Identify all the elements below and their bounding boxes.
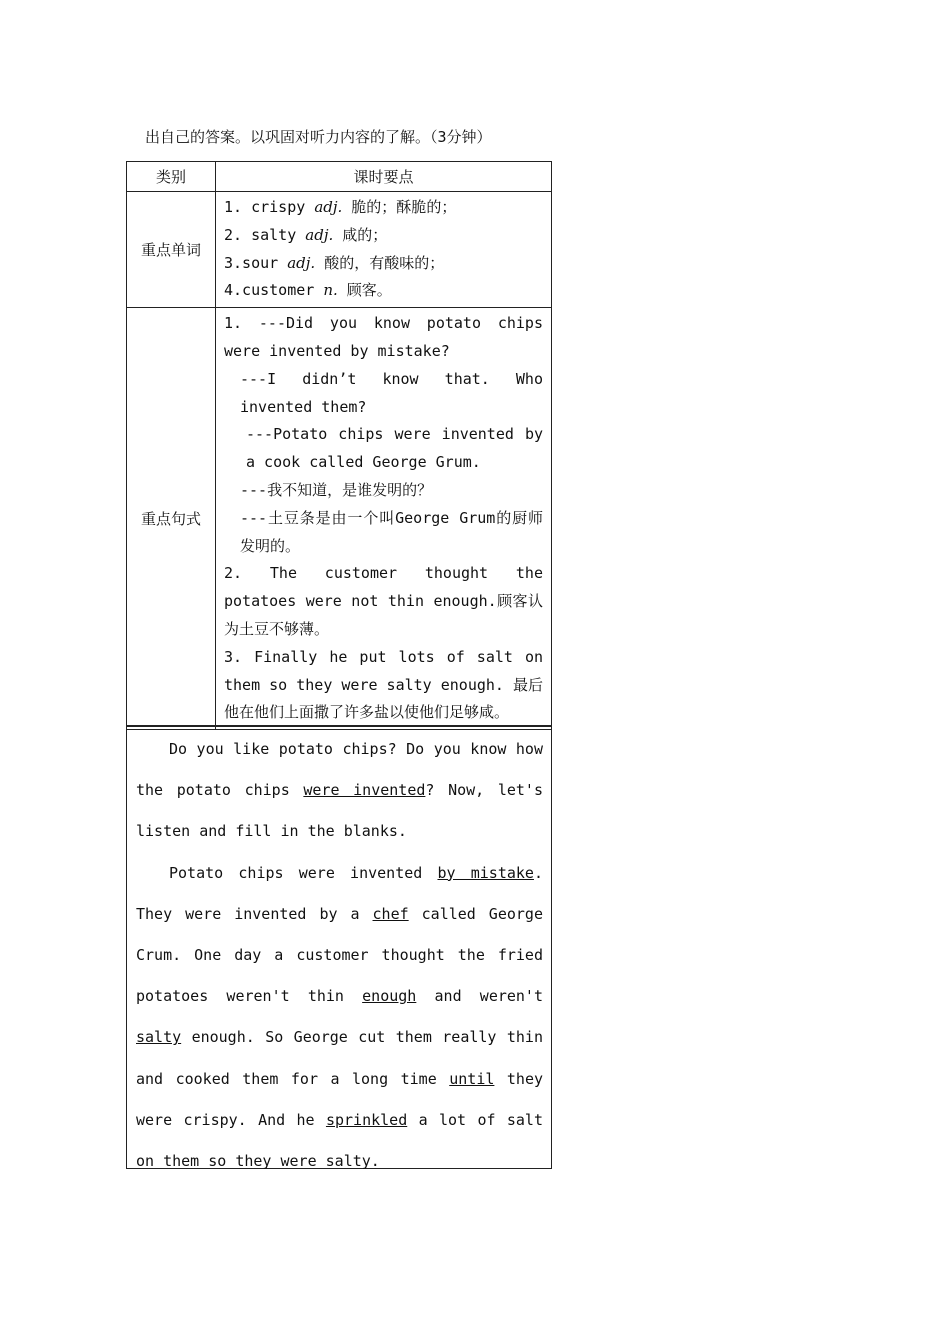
blank-answer: were invented <box>303 781 426 800</box>
table-row-sentences <box>127 308 552 730</box>
word-item: 2. salty adj. 咸的； <box>224 225 388 244</box>
sentences-cell <box>216 308 552 730</box>
table-header-row <box>127 162 552 192</box>
passage-paragraph-1: Do you like potato chips? Do you know how the potato chips were invented? Now, let's listen and fill in the blanks. <box>136 740 543 841</box>
table-row-words <box>127 192 552 308</box>
passage-paragraph-2: Potato chips were invented by mistake. They were invented by a chef called George Crum. One day a customer thought the fried potatoes weren't thin enough and weren't salty enough. So George cut them really thin and cooked them for a long time until they were crispy. And he sprinkled a lot of salt on them so they were salty. <box>136 863 544 1171</box>
blank-answer: enough <box>362 987 417 1006</box>
sentence-3: 3. Finally he put lots of salt on them so they were salty enough. 最后他在他们上面撒了许多盐以使他们足够咸。 <box>224 647 543 722</box>
listening-passage-box <box>126 725 552 1169</box>
sentences-label: 重点句式 <box>127 308 216 730</box>
sentence-1-question: 1. ---Did you know potato chips were invented by mistake? <box>224 314 543 360</box>
words-label: 重点单词 <box>127 192 216 308</box>
words-cell <box>216 192 552 308</box>
lesson-table <box>126 161 552 730</box>
blank-answer: by mistake <box>437 863 534 882</box>
sentence-1-answer: ---I didn’t know that. Who invented them? <box>240 369 543 416</box>
sentence-1-translation-a: ---我不知道，是谁发明的？ <box>240 480 433 499</box>
word-item: 4.customer n. 顾客。 <box>224 281 392 300</box>
blank-answer: chef <box>372 904 409 923</box>
word-item: 3.sour adj. 酸的，有酸味的； <box>224 253 445 272</box>
intro-text: 出自己的答案。以巩固对听力内容的了解。（3分钟） <box>145 128 492 146</box>
blank-answer: sprinkled <box>325 1110 408 1129</box>
sentence-1-translation-b: ---土豆条是由一个叫George Grum的厨师发明的。 <box>240 508 543 555</box>
word-item: 1. crispy adj. 脆的；酥脆的； <box>224 198 457 216</box>
blank-answer: salty <box>136 1028 182 1047</box>
header-key-points: 课时要点 <box>216 162 552 192</box>
sentence-1-response: ---Potato chips were invented by a cook called George Grum. <box>246 425 543 472</box>
header-category: 类别 <box>127 162 216 192</box>
blank-answer: until <box>449 1069 495 1088</box>
sentence-2: 2. The customer thought the potatoes were not thin enough.顾客认为土豆不够薄。 <box>224 564 543 638</box>
